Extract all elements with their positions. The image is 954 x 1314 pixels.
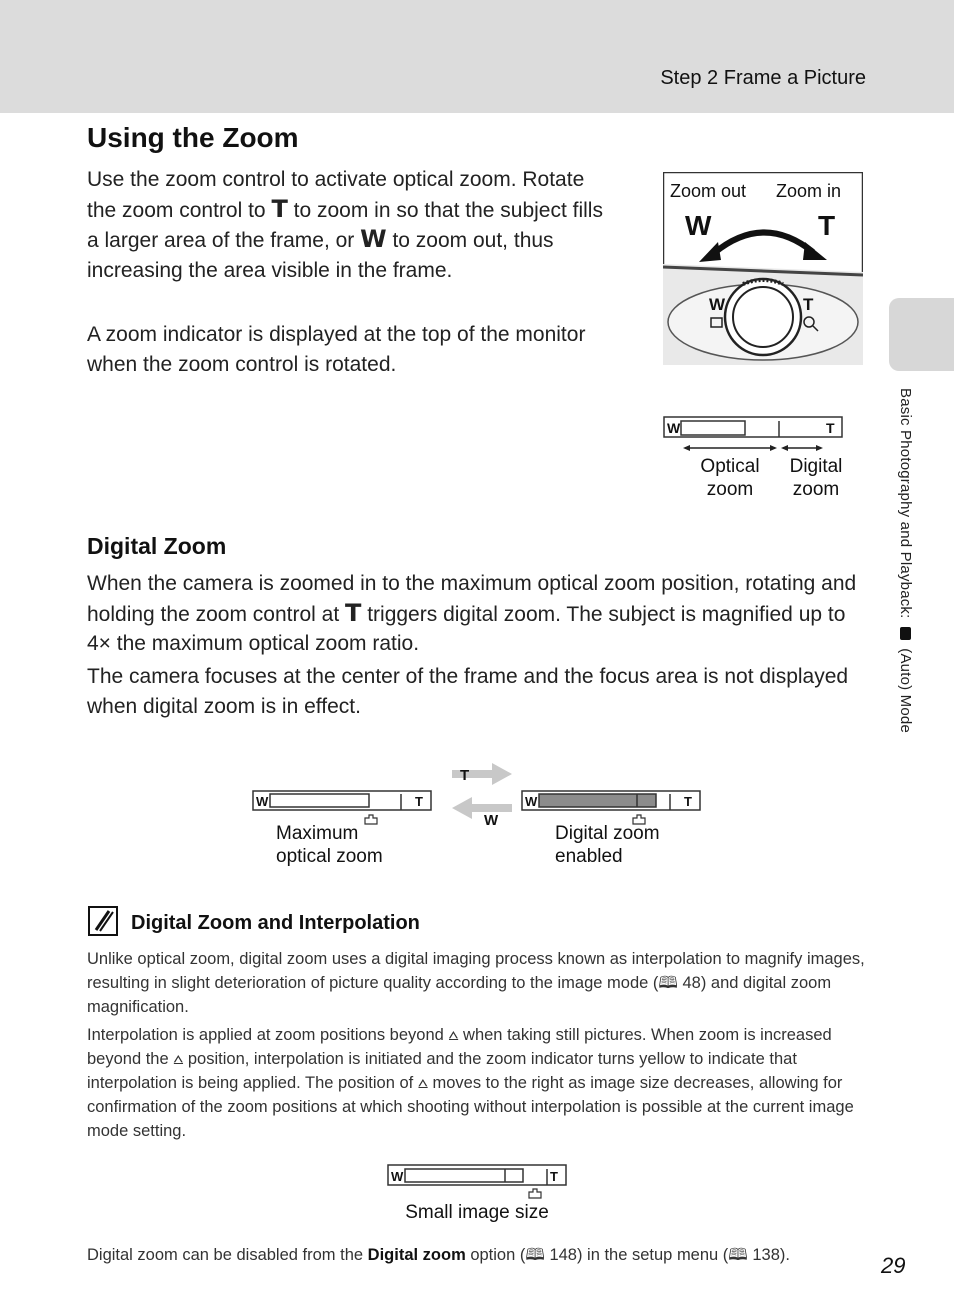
digital-enabled-caption xyxy=(555,822,705,868)
digital-zoom-paragraph-1 xyxy=(87,569,872,659)
camera-icon xyxy=(900,627,911,640)
zoom-indicator-figure xyxy=(663,416,845,456)
footer-note xyxy=(87,1243,790,1271)
digital-zoom-caption xyxy=(778,455,854,501)
note-pencil-icon xyxy=(88,906,118,936)
caption-line: Digital xyxy=(789,456,843,477)
indicator-t-icon: T xyxy=(826,420,835,436)
header-band xyxy=(0,0,954,113)
caption-line: Maximum xyxy=(276,823,359,844)
caption-line: zoom xyxy=(706,479,754,500)
wide-symbol: W xyxy=(360,225,387,253)
caption-line: Optical xyxy=(700,456,760,477)
note-paragraph-1 xyxy=(87,947,867,1019)
zoom-out-arrow-icon xyxy=(452,797,512,819)
svg-text:T: T xyxy=(550,1169,558,1184)
max-optical-caption xyxy=(276,822,426,868)
zoom-paragraph-2: A zoom indicator is displayed at the top of the monitor when the zoom control is rotated. xyxy=(87,323,586,376)
zoom-out-label: Zoom out xyxy=(670,181,747,201)
digital-zoom-transition-figure xyxy=(252,760,704,830)
svg-text:W: W xyxy=(391,1169,404,1184)
text-run: triggers digital zoom. The subject is magnified up to 4× the maximum optical zoom ratio. xyxy=(87,602,846,655)
page-title: Using the Zoom xyxy=(87,122,299,153)
arrow-t-label: T xyxy=(460,767,470,784)
svg-text:W: W xyxy=(256,794,269,809)
caption-line: Digital zoom xyxy=(555,823,660,844)
zoom-control-figure xyxy=(663,172,863,365)
text-run: moves to the right as image size decreases, allowing for confirmation of the zoom positions at which shooting without interpolation is possible at the current image mode setting. xyxy=(87,1074,854,1140)
svg-text:W: W xyxy=(525,794,538,809)
w-small-letter: W xyxy=(709,295,726,314)
chapter-tab xyxy=(889,298,954,371)
page-number: 29 xyxy=(881,1253,906,1278)
text-run: when taking still pictures. When zoom is increased beyond the xyxy=(87,1026,832,1068)
interpolation-icon xyxy=(529,1189,541,1198)
interpolation-icon: ⩟ xyxy=(448,1026,459,1044)
chapter-label-suffix: (Auto) Mode xyxy=(897,648,914,734)
tele-symbol: T xyxy=(345,598,362,627)
chapter-label-prefix: Basic Photography and Playback: xyxy=(897,388,914,619)
book-ref-icon: 🕮 xyxy=(658,974,678,992)
text-run: option ( xyxy=(465,1246,526,1264)
text-run: Digital zoom can be disabled from the xyxy=(87,1246,368,1264)
text-run: 48) and digital zoom magnification. xyxy=(87,974,832,1016)
note-paragraph-2 xyxy=(87,1023,867,1143)
text-run: Unlike optical zoom, digital zoom uses a digital imaging process known as interpolation to magnify images, resulting in slight deterioration of picture quality according to the image mode ( xyxy=(87,950,865,992)
shutter-button xyxy=(733,287,793,347)
text-run: to zoom out, thus increasing the area visible in the frame. xyxy=(87,229,554,282)
section-header: Step 2 Frame a Picture xyxy=(660,67,866,89)
digital-zoom-paragraph-2: The camera focuses at the center of the frame and the focus area is not displayed when digital zoom is in effect. xyxy=(87,665,849,718)
zoom-in-label: Zoom in xyxy=(776,181,842,201)
small-image-indicator-figure xyxy=(387,1164,569,1200)
interpolation-icon: ⩟ xyxy=(173,1050,184,1068)
text-run: 148) in the setup menu ( xyxy=(549,1246,729,1264)
caption-line: enabled xyxy=(555,846,623,867)
zoom-paragraph-1 xyxy=(87,165,617,285)
caption-line: optical zoom xyxy=(276,846,383,867)
text-run: Use the zoom control to activate optical zoom. Rotate the zoom control to xyxy=(87,168,585,222)
svg-text:T: T xyxy=(684,794,692,809)
text-run: to zoom in so that the subject fills a larger area of the frame, or xyxy=(87,198,603,252)
digital-zoom-option-name: Digital zoom xyxy=(367,1246,466,1264)
text-run: position, interpolation is initiated and the zoom indicator turns yellow to indicate that interpolation is being applied. The position of xyxy=(87,1050,797,1092)
caption-line: zoom xyxy=(792,479,840,500)
book-ref-icon: 🕮 xyxy=(728,1246,748,1264)
text-run: When the camera is zoomed in to the maximum optical zoom position, rotating and holding the zoom control at xyxy=(87,572,857,626)
interpolation-icon: ⩟ xyxy=(417,1074,428,1092)
small-image-caption: Small image size xyxy=(405,1202,549,1223)
note-title: Digital Zoom and Interpolation xyxy=(131,912,420,934)
digital-zoom-heading: Digital Zoom xyxy=(87,533,227,559)
book-ref-icon: 🕮 xyxy=(525,1246,545,1264)
t-big-letter: T xyxy=(818,210,836,241)
optical-zoom-caption xyxy=(690,455,770,501)
indicator-w-icon: W xyxy=(667,420,681,436)
svg-text:T: T xyxy=(415,794,423,809)
tele-symbol: T xyxy=(271,194,288,223)
text-run: Interpolation is applied at zoom positions beyond xyxy=(87,1026,449,1044)
w-big-letter: W xyxy=(685,210,712,241)
text-run: 138). xyxy=(752,1246,790,1264)
chapter-label xyxy=(897,388,914,733)
arrow-w-label: W xyxy=(484,812,499,829)
t-small-letter: T xyxy=(803,295,814,314)
